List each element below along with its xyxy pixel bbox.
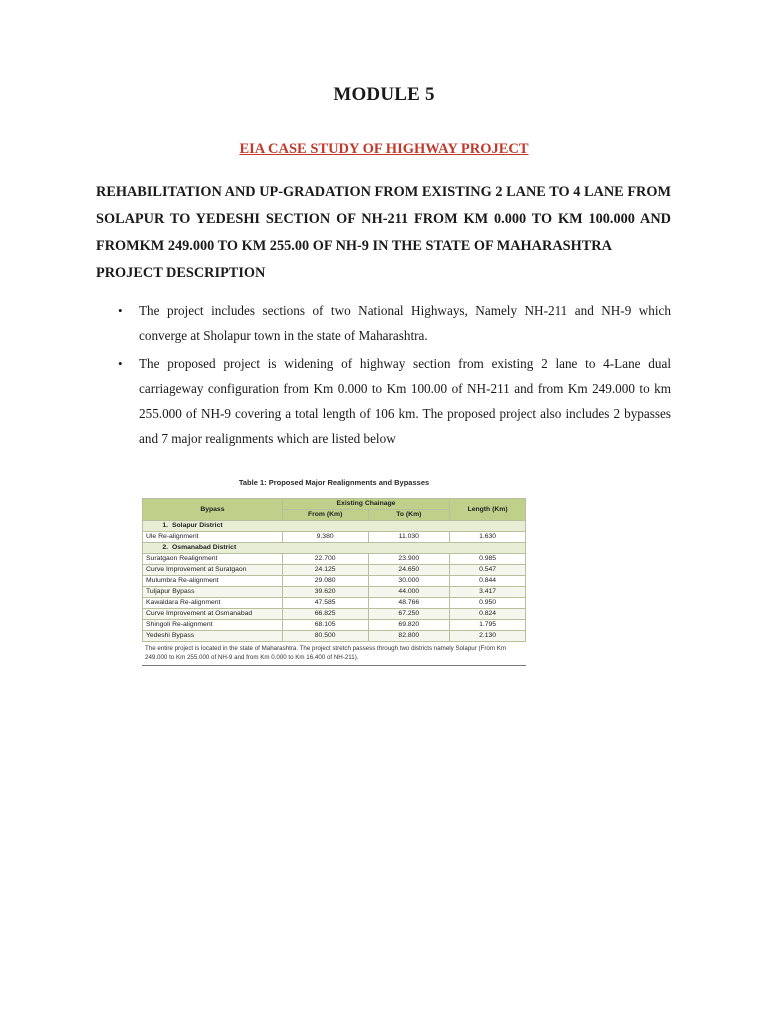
cell-length: 3.417 bbox=[450, 587, 526, 598]
col-header-bypass: Bypass bbox=[143, 499, 283, 521]
heading-line-3: FROMKM 249.000 TO KM 255.00 OF NH-9 IN THE STATE OF MAHARASHTRA bbox=[96, 238, 612, 254]
cell-bypass: Mulumbra Re-alignment bbox=[143, 576, 283, 587]
cell-length: 2.130 bbox=[450, 631, 526, 642]
list-item bbox=[96, 298, 671, 348]
cell-to: 67.250 bbox=[368, 609, 450, 620]
table-group-row bbox=[143, 543, 526, 554]
heading-line-1: REHABILITATION AND UP-GRADATION FROM EXISTING 2 LANE TO 4 LANE FROM bbox=[96, 184, 671, 200]
cell-bypass: Yedeshi Bypass bbox=[143, 631, 283, 642]
table-row bbox=[143, 554, 526, 565]
cell-bypass: Suratgaon Realignment bbox=[143, 554, 283, 565]
description-list bbox=[96, 298, 671, 454]
col-header-to: To (Km) bbox=[368, 510, 450, 521]
group-name: Osmanabad District bbox=[172, 544, 237, 551]
module-title: MODULE 5 bbox=[333, 84, 435, 105]
cell-to: 69.820 bbox=[368, 620, 450, 631]
cell-bypass: Shingoli Re-alignment bbox=[143, 620, 283, 631]
cell-bypass: Kawaldara Re-alignment bbox=[143, 598, 283, 609]
heading-line-2: SOLAPUR TO YEDESHI SECTION OF NH-211 FROM KM 0.000 TO KM 100.000 AND bbox=[96, 211, 671, 227]
list-item bbox=[96, 351, 671, 451]
cell-from: 80.500 bbox=[282, 631, 368, 642]
group-number: 2. bbox=[162, 544, 168, 551]
cell-bypass: Tuljapur Bypass bbox=[143, 587, 283, 598]
cell-to: 44.000 bbox=[368, 587, 450, 598]
cell-to: 30.000 bbox=[368, 576, 450, 587]
cell-length: 1.630 bbox=[450, 532, 526, 543]
cell-length: 1.795 bbox=[450, 620, 526, 631]
group-name: Solapur District bbox=[172, 522, 223, 529]
cell-from: 9.380 bbox=[282, 532, 368, 543]
cell-from: 39.620 bbox=[282, 587, 368, 598]
cell-to: 11.030 bbox=[368, 532, 450, 543]
project-heading bbox=[96, 179, 671, 260]
case-study-title: EIA CASE STUDY OF HIGHWAY PROJECT bbox=[239, 141, 529, 157]
cell-bypass: Curve Improvement at Osmanabad bbox=[143, 609, 283, 620]
cell-from: 24.125 bbox=[282, 565, 368, 576]
bullet-icon: • bbox=[118, 356, 123, 371]
table-group-row bbox=[143, 521, 526, 532]
cell-from: 29.080 bbox=[282, 576, 368, 587]
cell-to: 82.800 bbox=[368, 631, 450, 642]
bullet-icon: • bbox=[118, 303, 123, 318]
cell-length: 0.844 bbox=[450, 576, 526, 587]
cell-to: 24.650 bbox=[368, 565, 450, 576]
list-item-text: The proposed project is widening of highway section from existing 2 lane to 4-Lane dual carriageway configuration from Km 0.000 to Km 100.00 of NH-211 and from Km 249.000 to km 255.000 of NH-9 covering a total length of 106 km. The proposed project also includes 2 bypasses and 7 major realignments which are listed below bbox=[139, 356, 671, 446]
col-header-from: From (Km) bbox=[282, 510, 368, 521]
table-caption: Table 1: Proposed Major Realignments and Bypasses bbox=[238, 478, 430, 487]
table-row bbox=[143, 565, 526, 576]
cell-bypass: Ule Re-alignment bbox=[143, 532, 283, 543]
cell-length: 0.985 bbox=[450, 554, 526, 565]
table-row bbox=[143, 587, 526, 598]
cell-length: 0.547 bbox=[450, 565, 526, 576]
realignments-table bbox=[142, 498, 526, 642]
cell-length: 0.950 bbox=[450, 598, 526, 609]
list-item-text: The project includes sections of two National Highways, Namely NH-211 and NH-9 which converge at Sholapur town in the state of Maharashtra. bbox=[139, 303, 671, 343]
table-row bbox=[143, 598, 526, 609]
cell-length: 0.824 bbox=[450, 609, 526, 620]
col-header-length: Length (Km) bbox=[450, 499, 526, 521]
table-row bbox=[143, 532, 526, 543]
table-row bbox=[143, 620, 526, 631]
section-heading: PROJECT DESCRIPTION bbox=[96, 265, 266, 281]
cell-from: 47.585 bbox=[282, 598, 368, 609]
cell-to: 23.900 bbox=[368, 554, 450, 565]
cell-from: 22.700 bbox=[282, 554, 368, 565]
realignments-table-figure bbox=[142, 476, 526, 666]
col-header-existing-chainage: Existing Chainage bbox=[282, 499, 449, 510]
cell-bypass: Curve Improvement at Suratgaon bbox=[143, 565, 283, 576]
table-row bbox=[143, 576, 526, 587]
group-number: 1. bbox=[162, 522, 168, 529]
table-row bbox=[143, 631, 526, 642]
table-note: The entire project is located in the state of Maharashtra. The project stretch passess through two districts namely Solapur (From Km 249.000 to Km 255.000 of NH-9 and from Km 0.000 to Km 16.400 of NH-211). bbox=[142, 642, 526, 666]
cell-from: 68.105 bbox=[282, 620, 368, 631]
cell-from: 66.825 bbox=[282, 609, 368, 620]
table-row bbox=[143, 609, 526, 620]
cell-to: 48.766 bbox=[368, 598, 450, 609]
